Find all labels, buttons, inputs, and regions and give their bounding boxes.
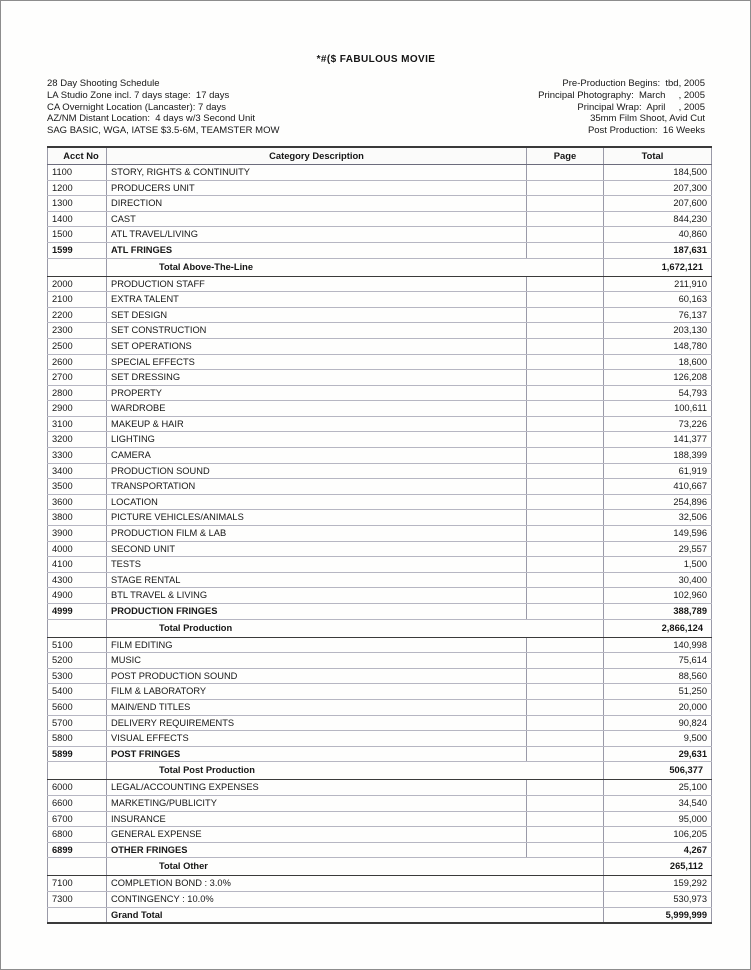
table-row[interactable] (48, 715, 712, 731)
cell-total: 140,998 (604, 637, 712, 653)
table-row[interactable] (48, 276, 712, 292)
cell-category-description: BTL TRAVEL & LIVING (107, 588, 527, 604)
cell-total: 9,500 (604, 731, 712, 747)
header-left-line-4: AZ/NM Distant Location: 4 days w/3 Second Unit (47, 113, 256, 125)
table-body (48, 164, 712, 923)
cell-page (527, 307, 604, 323)
cell-total: 54,793 (604, 385, 712, 401)
cell-category-description: CAMERA (107, 448, 527, 464)
cell-category-description: SET DESIGN (107, 307, 527, 323)
cell-category-description: POST PRODUCTION SOUND (107, 668, 527, 684)
cell-acct-no: 2800 (48, 385, 107, 401)
cell-category-description: WARDROBE (107, 401, 527, 417)
cell-category-description: SET OPERATIONS (107, 338, 527, 354)
cell-acct-no: 3800 (48, 510, 107, 526)
cell-page (527, 637, 604, 653)
cell-total: 29,557 (604, 541, 712, 557)
cell-acct-no: 1300 (48, 196, 107, 212)
cell-page (527, 370, 604, 386)
cell-total: 207,600 (604, 196, 712, 212)
cell-acct-no: 2600 (48, 354, 107, 370)
cell-total: 25,100 (604, 780, 712, 796)
cell-page (527, 510, 604, 526)
cell-acct-no: 4000 (48, 541, 107, 557)
cell-total: 60,163 (604, 292, 712, 308)
cell-total: 187,631 (604, 242, 712, 258)
cell-page (527, 588, 604, 604)
cell-category-description: SPECIAL EFFECTS (107, 354, 527, 370)
table-row[interactable] (48, 242, 712, 258)
cell-total: 95,000 (604, 811, 712, 827)
cell-acct-no: 5200 (48, 653, 107, 669)
cell-page (527, 715, 604, 731)
cell-page (527, 292, 604, 308)
cell-category-description: PRODUCERS UNIT (107, 180, 527, 196)
budget-sheet (6, 6, 746, 964)
cell-page (527, 731, 604, 747)
header-left-line-3: CA Overnight Location (Lancaster): 7 days (47, 101, 227, 113)
header-right-line-4: 35mm Film Shoot, Avid Cut (590, 113, 705, 125)
cell-page (527, 242, 604, 258)
cell-total: 100,611 (604, 401, 712, 417)
cell-category-description: LEGAL/ACCOUNTING EXPENSES (107, 780, 527, 796)
cell-category-description: COMPLETION BOND : 3.0% (107, 876, 604, 892)
cell-page (527, 541, 604, 557)
header-left-line-5: SAG BASIC, WGA, IATSE $3.5-6M, TEAMSTER MOW (47, 125, 280, 137)
cell-page (527, 448, 604, 464)
cell-total: 254,896 (604, 494, 712, 510)
table-row[interactable] (48, 401, 712, 417)
cell-category-description: FILM & LABORATORY (107, 684, 527, 700)
cell-grand-total-amount: 5,999,999 (604, 907, 712, 923)
table-row[interactable] (48, 876, 712, 892)
cell-category-description: PRODUCTION STAFF (107, 276, 527, 292)
cell-total: 61,919 (604, 463, 712, 479)
cell-category-description: SET DRESSING (107, 370, 527, 386)
cell-category-description: DIRECTION (107, 196, 527, 212)
cell-acct-no: 4999 (48, 604, 107, 620)
cell-subtotal-amount: 506,377 (604, 762, 712, 780)
table-row[interactable] (48, 557, 712, 573)
cell-category-description: TESTS (107, 557, 527, 573)
cell-total: 88,560 (604, 668, 712, 684)
cell-acct-no: 1599 (48, 242, 107, 258)
cell-total: 184,500 (604, 164, 712, 180)
cell-category-description: CONTINGENCY : 10.0% (107, 891, 604, 907)
column-header-description: Category Description (107, 147, 527, 165)
cell-acct-no: 3400 (48, 463, 107, 479)
column-header-acct: Acct No (48, 147, 107, 165)
cell-total: 530,973 (604, 891, 712, 907)
cell-page (527, 842, 604, 858)
table-row[interactable] (48, 479, 712, 495)
cell-category-description: PICTURE VEHICLES/ANIMALS (107, 510, 527, 526)
cell-subtotal-label: Total Other (107, 858, 604, 876)
cell-category-description: CAST (107, 211, 527, 227)
cell-total: 75,614 (604, 653, 712, 669)
cell-category-description: PRODUCTION FRINGES (107, 604, 527, 620)
cell-subtotal-amount: 265,112 (604, 858, 712, 876)
cell-total: 90,824 (604, 715, 712, 731)
header-left-line-2: LA Studio Zone incl. 7 days stage: 17 days (47, 89, 230, 101)
table-row[interactable] (48, 842, 712, 858)
subtotal-row (48, 762, 712, 780)
cell-total: 844,230 (604, 211, 712, 227)
cell-total: 40,860 (604, 227, 712, 243)
table-row[interactable] (48, 164, 712, 180)
table-row[interactable] (48, 637, 712, 653)
table-row[interactable] (48, 463, 712, 479)
table-row[interactable] (48, 227, 712, 243)
cell-page (527, 432, 604, 448)
cell-page (527, 354, 604, 370)
cell-acct-no: 3300 (48, 448, 107, 464)
cell-acct-no: 5800 (48, 731, 107, 747)
cell-category-description: SET CONSTRUCTION (107, 323, 527, 339)
cell-category-description: MARKETING/PUBLICITY (107, 795, 527, 811)
cell-page (527, 604, 604, 620)
cell-total: 203,130 (604, 323, 712, 339)
cell-page (527, 746, 604, 762)
cell-total: 148,780 (604, 338, 712, 354)
cell-category-description: STAGE RENTAL (107, 572, 527, 588)
table-row[interactable] (48, 653, 712, 669)
header-left-column (47, 78, 279, 137)
table-row[interactable] (48, 370, 712, 386)
cell-page (527, 164, 604, 180)
cell-page (527, 494, 604, 510)
table-row[interactable] (48, 699, 712, 715)
table-row[interactable] (48, 448, 712, 464)
cell-category-description: LOCATION (107, 494, 527, 510)
table-row[interactable] (48, 323, 712, 339)
cell-acct-no: 4900 (48, 588, 107, 604)
cell-acct-no: 7100 (48, 876, 107, 892)
table-row[interactable] (48, 891, 712, 907)
cell-acct-no: 7300 (48, 891, 107, 907)
table-row[interactable] (48, 292, 712, 308)
cell-total: 149,596 (604, 526, 712, 542)
cell-page (527, 699, 604, 715)
cell-acct-no: 2900 (48, 401, 107, 417)
cell-category-description: MAIN/END TITLES (107, 699, 527, 715)
cell-acct-no: 5400 (48, 684, 107, 700)
header-right-line-5: Post Production: 16 Weeks (587, 125, 705, 137)
cell-acct-no: 5600 (48, 699, 107, 715)
table-row[interactable] (48, 668, 712, 684)
table-row[interactable] (48, 684, 712, 700)
cell-category-description: MAKEUP & HAIR (107, 416, 527, 432)
header-left-line-1: 28 Day Shooting Schedule (47, 78, 160, 89)
cell-acct-no: 4300 (48, 572, 107, 588)
cell-acct-no: 6899 (48, 842, 107, 858)
cell-total: 207,300 (604, 180, 712, 196)
table-row[interactable] (48, 494, 712, 510)
cell-total: 4,267 (604, 842, 712, 858)
cell-total: 159,292 (604, 876, 712, 892)
cell-total: 29,631 (604, 746, 712, 762)
cell-acct-no: 3100 (48, 416, 107, 432)
table-header (48, 147, 712, 165)
cell-acct-no: 2500 (48, 338, 107, 354)
cell-page (527, 827, 604, 843)
subtotal-row (48, 258, 712, 276)
subtotal-row (48, 858, 712, 876)
table-row[interactable] (48, 526, 712, 542)
cell-total: 73,226 (604, 416, 712, 432)
table-row[interactable] (48, 180, 712, 196)
cell-category-description: SECOND UNIT (107, 541, 527, 557)
table-row[interactable] (48, 811, 712, 827)
cell-subtotal-amount: 1,672,121 (604, 258, 712, 276)
cell-acct-no: 3500 (48, 479, 107, 495)
budget-table-wrap (47, 146, 705, 924)
grand-total-row (48, 907, 712, 923)
cell-acct-no (48, 858, 107, 876)
cell-total: 76,137 (604, 307, 712, 323)
subtotal-row (48, 619, 712, 637)
cell-category-description: TRANSPORTATION (107, 479, 527, 495)
cell-page (527, 780, 604, 796)
cell-acct-no: 5899 (48, 746, 107, 762)
cell-total: 32,506 (604, 510, 712, 526)
cell-category-description: VISUAL EFFECTS (107, 731, 527, 747)
table-row[interactable] (48, 307, 712, 323)
cell-total: 141,377 (604, 432, 712, 448)
cell-page (527, 668, 604, 684)
cell-acct-no: 6800 (48, 827, 107, 843)
header-right-line-2: Principal Photography: March , 2005 (538, 89, 705, 101)
cell-acct-no (48, 762, 107, 780)
cell-category-description: FILM EDITING (107, 637, 527, 653)
cell-page (527, 385, 604, 401)
cell-total: 188,399 (604, 448, 712, 464)
cell-page (527, 811, 604, 827)
page-title: *#($ FABULOUS MOVIE (316, 54, 436, 65)
cell-acct-no: 6600 (48, 795, 107, 811)
cell-acct-no: 2200 (48, 307, 107, 323)
table-row[interactable] (48, 211, 712, 227)
cell-total: 20,000 (604, 699, 712, 715)
cell-acct-no (48, 258, 107, 276)
cell-page (527, 227, 604, 243)
table-row[interactable] (48, 572, 712, 588)
cell-total: 51,250 (604, 684, 712, 700)
cell-total: 126,208 (604, 370, 712, 386)
cell-category-description: INSURANCE (107, 811, 527, 827)
cell-page (527, 338, 604, 354)
cell-page (527, 180, 604, 196)
cell-total: 102,960 (604, 588, 712, 604)
cell-acct-no: 1100 (48, 164, 107, 180)
header-right-line-1: Pre-Production Begins: tbd, 2005 (562, 78, 705, 89)
cell-category-description: DELIVERY REQUIREMENTS (107, 715, 527, 731)
table-row[interactable] (48, 354, 712, 370)
cell-category-description: MUSIC (107, 653, 527, 669)
cell-page (527, 479, 604, 495)
cell-acct-no (48, 619, 107, 637)
cell-category-description: ATL TRAVEL/LIVING (107, 227, 527, 243)
table-row[interactable] (48, 795, 712, 811)
cell-acct-no: 3600 (48, 494, 107, 510)
cell-page (527, 211, 604, 227)
cell-acct-no: 5300 (48, 668, 107, 684)
cell-page (527, 526, 604, 542)
cell-category-description: PRODUCTION SOUND (107, 463, 527, 479)
cell-category-description: GENERAL EXPENSE (107, 827, 527, 843)
cell-acct-no (48, 907, 107, 923)
cell-acct-no: 5700 (48, 715, 107, 731)
cell-acct-no: 2100 (48, 292, 107, 308)
cell-category-description: POST FRINGES (107, 746, 527, 762)
cell-subtotal-amount: 2,866,124 (604, 619, 712, 637)
cell-page (527, 684, 604, 700)
table-row[interactable] (48, 604, 712, 620)
cell-page (527, 401, 604, 417)
cell-category-description: PROPERTY (107, 385, 527, 401)
table-row[interactable] (48, 338, 712, 354)
cell-total: 34,540 (604, 795, 712, 811)
cell-category-description: STORY, RIGHTS & CONTINUITY (107, 164, 527, 180)
column-header-page: Page (527, 147, 604, 165)
table-row[interactable] (48, 416, 712, 432)
cell-category-description: ATL FRINGES (107, 242, 527, 258)
cell-acct-no: 3900 (48, 526, 107, 542)
cell-total: 18,600 (604, 354, 712, 370)
column-header-total: Total (604, 147, 712, 165)
cell-acct-no: 3200 (48, 432, 107, 448)
cell-subtotal-label: Total Production (107, 619, 604, 637)
cell-acct-no: 2000 (48, 276, 107, 292)
table-row[interactable] (48, 541, 712, 557)
header-right-line-3: Principal Wrap: April , 2005 (577, 101, 705, 113)
cell-acct-no: 5100 (48, 637, 107, 653)
cell-category-description: LIGHTING (107, 432, 527, 448)
cell-total: 388,789 (604, 604, 712, 620)
cell-acct-no: 6700 (48, 811, 107, 827)
cell-subtotal-label: Total Post Production (107, 762, 604, 780)
cell-page (527, 653, 604, 669)
cell-acct-no: 6000 (48, 780, 107, 796)
cell-page (527, 557, 604, 573)
header-right-column (538, 78, 705, 137)
table-row[interactable] (48, 588, 712, 604)
cell-category-description: PRODUCTION FILM & LAB (107, 526, 527, 542)
cell-acct-no: 2700 (48, 370, 107, 386)
cell-total: 1,500 (604, 557, 712, 573)
cell-page (527, 416, 604, 432)
cell-page (527, 572, 604, 588)
table-row[interactable] (48, 746, 712, 762)
cell-acct-no: 2300 (48, 323, 107, 339)
table-row[interactable] (48, 827, 712, 843)
cell-page (527, 463, 604, 479)
cell-total: 410,667 (604, 479, 712, 495)
table-row[interactable] (48, 510, 712, 526)
cell-category-description: OTHER FRINGES (107, 842, 527, 858)
cell-grand-total-label: Grand Total (107, 907, 604, 923)
cell-category-description: EXTRA TALENT (107, 292, 527, 308)
cell-acct-no: 1200 (48, 180, 107, 196)
cell-acct-no: 1500 (48, 227, 107, 243)
table-row[interactable] (48, 780, 712, 796)
table-row[interactable] (48, 731, 712, 747)
table-row[interactable] (48, 196, 712, 212)
cell-page (527, 795, 604, 811)
cell-page (527, 276, 604, 292)
cell-page (527, 323, 604, 339)
header-info-block (6, 65, 746, 137)
cell-total: 211,910 (604, 276, 712, 292)
cell-total: 30,400 (604, 572, 712, 588)
budget-table (47, 146, 712, 924)
cell-page (527, 196, 604, 212)
cell-subtotal-label: Total Above-The-Line (107, 258, 604, 276)
cell-total: 106,205 (604, 827, 712, 843)
cell-acct-no: 1400 (48, 211, 107, 227)
table-header-row (48, 147, 712, 165)
table-row[interactable] (48, 385, 712, 401)
table-row[interactable] (48, 432, 712, 448)
cell-acct-no: 4100 (48, 557, 107, 573)
